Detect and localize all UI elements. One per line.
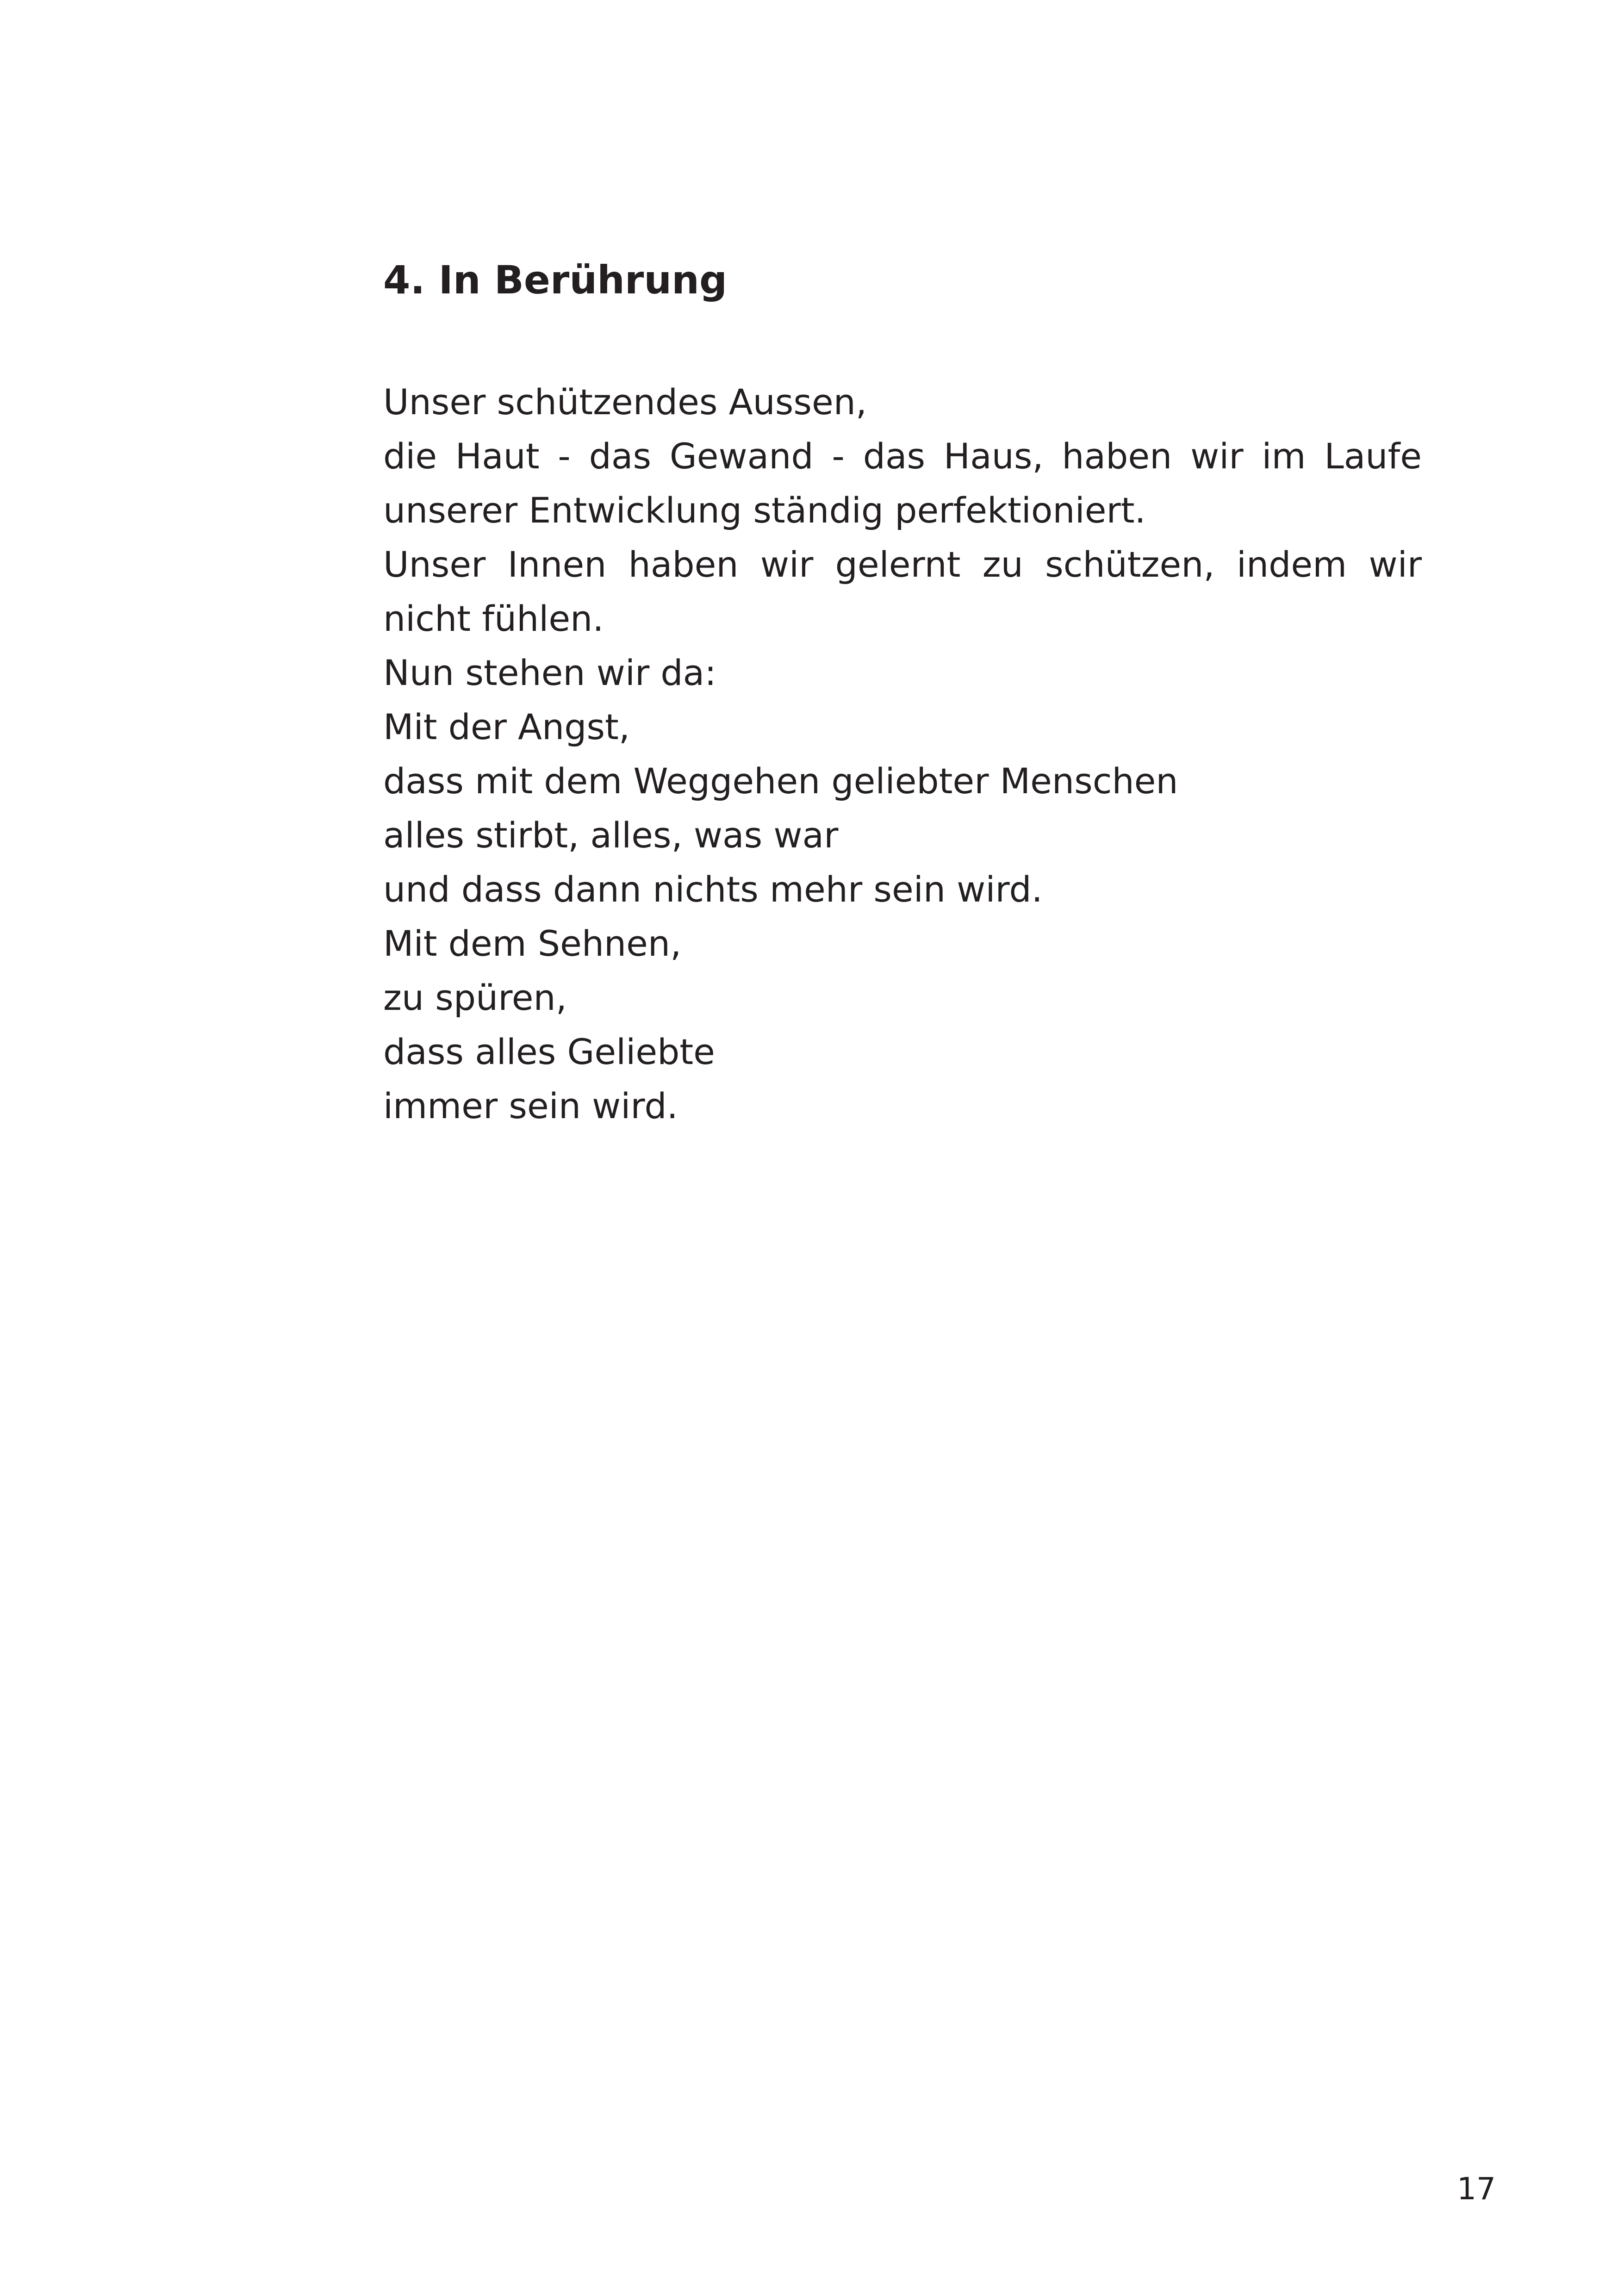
poem-line-1: Unser schützendes Aussen, (383, 381, 867, 423)
poem-line-11: Mit dem Sehnen, (383, 923, 682, 964)
poem-line-7: Mit der Angst, (383, 706, 630, 747)
poem-line-9: alles stirbt, alles, was war (383, 815, 839, 856)
poem-line-2: die Haut - das Gewand - das Haus, haben wir im Laufe (383, 436, 1422, 477)
page-number: 17 (1457, 2171, 1496, 2207)
poem-line-4: Unser Innen haben wir gelernt zu schützen, indem wir (383, 544, 1422, 585)
section-heading: 4. In Berührung (383, 257, 728, 303)
poem-line-8: dass mit dem Weggehen geliebter Menschen (383, 760, 1178, 802)
poem-line-5: nicht fühlen. (383, 598, 604, 639)
poem-line-3: unserer Entwicklung ständig perfektioniert. (383, 490, 1146, 531)
poem-line-12: zu spüren, (383, 977, 567, 1018)
poem-line-10: und dass dann nichts mehr sein wird. (383, 869, 1043, 910)
poem-line-6: Nun stehen wir da: (383, 652, 716, 693)
poem-body (383, 375, 1422, 1133)
poem-line-13: dass alles Geliebte (383, 1031, 715, 1072)
poem-line-14: immer sein wird. (383, 1085, 678, 1126)
